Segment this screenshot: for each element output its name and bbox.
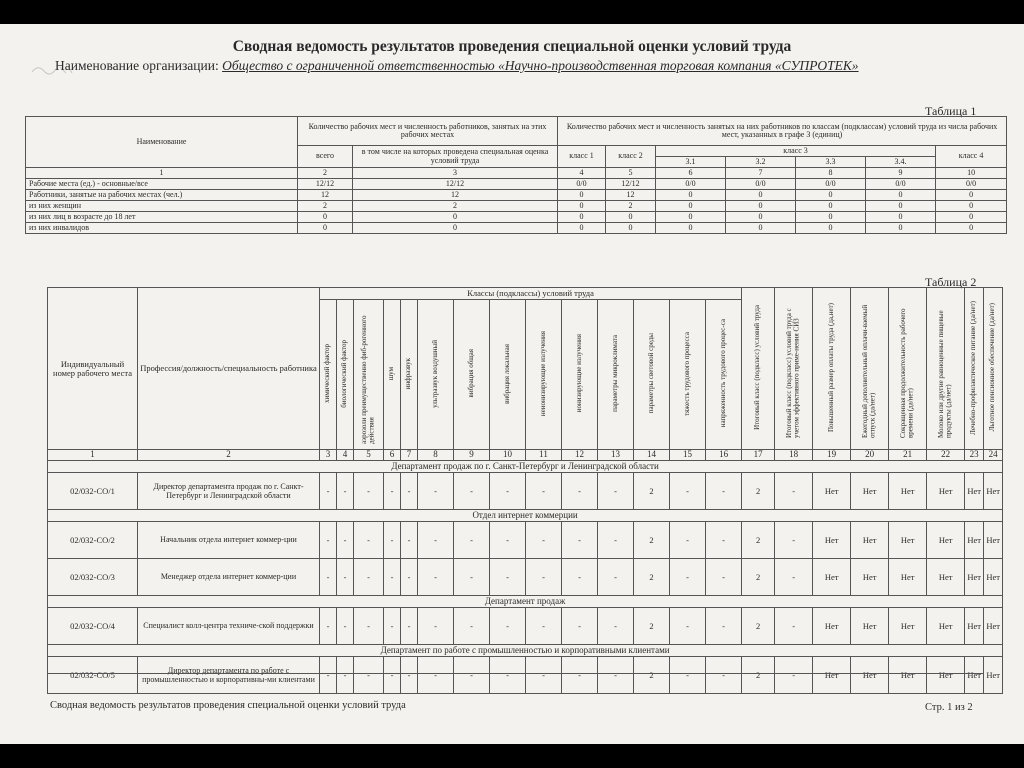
t1-header-total: всего [298, 146, 353, 168]
t1-cell: 0 [558, 201, 606, 212]
t2-factor-label: вибрация общая [466, 349, 475, 398]
table-cell: - [598, 473, 634, 510]
t1-cell: 0 [558, 190, 606, 201]
t1-cell: 12/12 [298, 179, 353, 190]
table-cell: Нет [889, 559, 927, 596]
profession: Специалист колл-центра техниче-ской поддержки [138, 608, 320, 645]
table-cell: Нет [984, 473, 1003, 510]
workplace-id: 02/032-СО/3 [48, 559, 138, 596]
t1-cell: 0 [866, 223, 936, 234]
table-row [48, 559, 1003, 596]
table-cell: - [454, 522, 490, 559]
table-row [26, 201, 1007, 212]
footer-rule [47, 673, 983, 674]
table-cell: - [490, 473, 526, 510]
section-row [48, 510, 1003, 522]
table-cell: - [706, 608, 742, 645]
table-cell: - [562, 522, 598, 559]
t1-col-num: 10 [936, 168, 1007, 179]
t1-row-label: Работники, занятые на рабочих местах (чел.) [26, 190, 298, 201]
t2-col-num: 7 [401, 450, 418, 461]
t2-factor-label: тяжесть трудового процесса [682, 331, 691, 416]
t1-cell: 0 [558, 212, 606, 223]
t1-col-num: 1 [26, 168, 298, 179]
table-cell: Нет [851, 657, 889, 694]
table-cell: - [670, 608, 706, 645]
t1-cell: 0 [656, 223, 726, 234]
table-cell: - [337, 473, 354, 510]
t2-col-num: 15 [670, 450, 706, 461]
t1-sub3-3: 3.4. [866, 157, 936, 168]
t2-col-num: 23 [965, 450, 984, 461]
table-cell: 2 [634, 657, 670, 694]
t1-cell: 0 [656, 212, 726, 223]
t1-header-classes: Количество рабочих мест и численность занятых на них работников по классам (подклассам) условий труда из числа рабочих мест, указанных в графе 3 (единиц) [558, 117, 1007, 146]
t2-col-num: 12 [562, 450, 598, 461]
table-cell: - [775, 522, 813, 559]
t2-extra-label: Итоговый класс (подкласс) условий труда с учетом эффективного приме-нения СИЗ [785, 307, 801, 438]
table-cell: - [706, 657, 742, 694]
table-cell: - [320, 608, 337, 645]
t2-factor-header [320, 300, 337, 450]
t2-header-classes: Классы (подклассы) условий труда [320, 288, 742, 300]
t1-col-num: 4 [558, 168, 606, 179]
table-cell: - [337, 608, 354, 645]
t2-factor-header [454, 300, 490, 450]
t2-col-num: 6 [384, 450, 401, 461]
workplace-id: 02/032-СО/5 [48, 657, 138, 694]
t1-cell: 0/0 [866, 179, 936, 190]
table-cell: - [354, 608, 384, 645]
table-cell: - [490, 522, 526, 559]
table-row [26, 179, 1007, 190]
table-cell: - [490, 657, 526, 694]
t1-col-num: 7 [726, 168, 796, 179]
t2-col-num: 3 [320, 450, 337, 461]
table-cell: - [320, 522, 337, 559]
table-cell: Нет [965, 522, 984, 559]
t1-cell: 2 [298, 201, 353, 212]
workplace-id: 02/032-СО/2 [48, 522, 138, 559]
t1-cell: 0 [796, 190, 866, 201]
t1-cell: 2 [606, 201, 656, 212]
t2-factor-label: ультразвук воздушный [430, 339, 439, 408]
t2-extra-header [889, 288, 927, 450]
t1-col-num: 8 [796, 168, 866, 179]
t1-sub3-0: 3.1 [656, 157, 726, 168]
t1-cell: 12 [606, 190, 656, 201]
t1-col-num: 5 [606, 168, 656, 179]
t1-header-class3: класс 3 [656, 146, 936, 157]
t1-sub3-2: 3.3 [796, 157, 866, 168]
table-cell: Нет [889, 522, 927, 559]
t2-factor-label: аэрозоли преимущественно фиб-рогенного действия [360, 315, 376, 444]
table-row [48, 608, 1003, 645]
table-cell: Нет [851, 473, 889, 510]
t2-col-num: 11 [526, 450, 562, 461]
t1-header-class2: класс 2 [606, 146, 656, 168]
table-cell: - [454, 657, 490, 694]
t2-factor-header [490, 300, 526, 450]
t2-factor-header [354, 300, 384, 450]
t2-factor-header [526, 300, 562, 450]
table-cell: - [401, 522, 418, 559]
t1-cell: 0 [726, 201, 796, 212]
t2-col-num: 2 [138, 450, 320, 461]
table-cell: - [598, 608, 634, 645]
t2-factor-header [337, 300, 354, 450]
t2-extra-header [851, 288, 889, 450]
t1-cell: 0 [866, 201, 936, 212]
workplace-id: 02/032-СО/4 [48, 608, 138, 645]
table-cell: Нет [927, 559, 965, 596]
table-cell: Нет [813, 522, 851, 559]
table-cell: Нет [927, 608, 965, 645]
table-cell: - [418, 559, 454, 596]
t2-col-num: 20 [851, 450, 889, 461]
table-cell: Нет [965, 559, 984, 596]
t2-col-num: 18 [775, 450, 813, 461]
table-cell: - [384, 473, 401, 510]
page-number: Стр. 1 из 2 [925, 702, 973, 713]
t2-factor-header [670, 300, 706, 450]
profession: Начальник отдела интернет коммер-ции [138, 522, 320, 559]
table-cell: Нет [813, 657, 851, 694]
t2-extra-label: Ежегодный дополнительный оплачи-ваемый отпуск (да/нет) [861, 304, 877, 438]
t2-extra-label: Сокращенная продолжительность рабочего времени (да/нет) [899, 308, 915, 438]
profession: Директор департамента по работе с промышленностью и корпоративны-ми клиентами [138, 657, 320, 694]
table-cell: - [670, 473, 706, 510]
table-cell: Нет [813, 559, 851, 596]
table-cell: Нет [889, 608, 927, 645]
t2-col-num: 13 [598, 450, 634, 461]
table-cell: - [670, 522, 706, 559]
table-cell: 2 [634, 522, 670, 559]
t1-cell: 12/12 [606, 179, 656, 190]
t2-factor-label: химический фактор [323, 344, 332, 403]
t1-col-num: 2 [298, 168, 353, 179]
table-cell: - [454, 473, 490, 510]
table-cell: - [490, 608, 526, 645]
t1-row-label: из них инвалидов [26, 223, 298, 234]
table-cell: - [706, 522, 742, 559]
t1-cell: 12/12 [353, 179, 558, 190]
table-cell: - [384, 657, 401, 694]
table-cell: - [354, 522, 384, 559]
t1-cell: 0 [726, 223, 796, 234]
table-cell: Нет [851, 608, 889, 645]
t1-row-label: из них женщин [26, 201, 298, 212]
t2-factor-label: ионизирующие излучения [574, 334, 583, 413]
table-cell: Нет [984, 657, 1003, 694]
table-cell: Нет [927, 657, 965, 694]
table-cell: Нет [813, 608, 851, 645]
t2-factor-label: неионизирующие излучения [538, 331, 547, 417]
table-cell: - [670, 657, 706, 694]
t1-cell: 0 [796, 212, 866, 223]
table-cell: Нет [984, 608, 1003, 645]
section-title: Департамент продаж по г. Санкт-Петербург и Ленинградской области [48, 461, 1003, 473]
summary-table-2 [47, 287, 1003, 694]
t2-col-num: 8 [418, 450, 454, 461]
table-cell: - [775, 559, 813, 596]
t2-extra-label: Лечебно-профилактическое питание (да/нет) [969, 300, 978, 435]
table-cell: - [598, 522, 634, 559]
t2-header-prof: Профессия/должность/специальность работника [138, 288, 320, 450]
t2-factor-header [706, 300, 742, 450]
table-cell: - [562, 608, 598, 645]
table-cell: - [354, 473, 384, 510]
t2-col-num: 4 [337, 450, 354, 461]
t2-factor-label: вибрация локальная [502, 343, 511, 404]
table-cell: 2 [742, 522, 775, 559]
section-title: Отдел интернет коммерции [48, 510, 1003, 522]
t1-cell: 0 [656, 201, 726, 212]
t2-factor-header [562, 300, 598, 450]
table-cell: Нет [927, 473, 965, 510]
t1-header-incl: в том числе на которых проведена специальная оценка условий труда [353, 146, 558, 168]
table-cell: - [418, 657, 454, 694]
organization-name: Общество с ограниченной ответственностью «Научно-производственная торговая компания «СУПРОТЕК» [222, 58, 859, 73]
table-cell: 2 [742, 608, 775, 645]
table-cell: 2 [742, 473, 775, 510]
table-cell: - [401, 559, 418, 596]
section-title: Департамент по работе с промышленностью и корпоративными клиентами [48, 645, 1003, 657]
t1-cell: 0 [726, 212, 796, 223]
t1-col-num: 6 [656, 168, 726, 179]
profession: Менеджер отдела интернет коммер-ции [138, 559, 320, 596]
table-cell: - [384, 608, 401, 645]
t2-col-num: 22 [927, 450, 965, 461]
t2-factor-header [418, 300, 454, 450]
table-cell: - [775, 473, 813, 510]
t2-extra-label: Повышенный размер оплаты труда (да,нет) [826, 303, 835, 433]
table-cell: - [384, 559, 401, 596]
table-cell: - [526, 657, 562, 694]
table-cell: - [562, 657, 598, 694]
t2-factor-header [634, 300, 670, 450]
t2-extra-label: Молоко или другие равноценные пищевые продукты (да/нет) [937, 309, 953, 438]
t2-factor-label: напряженность трудового процес-са [718, 319, 727, 428]
t1-cell: 0 [796, 201, 866, 212]
t1-cell: 0 [353, 223, 558, 234]
table-cell: - [354, 559, 384, 596]
table-cell: - [598, 657, 634, 694]
table-cell: Нет [965, 473, 984, 510]
table-cell: - [337, 657, 354, 694]
t1-cell: 0 [726, 190, 796, 201]
t2-extra-header [813, 288, 851, 450]
table-cell: - [384, 522, 401, 559]
table-cell: Нет [889, 473, 927, 510]
t1-cell: 0 [936, 223, 1007, 234]
table-row [26, 212, 1007, 223]
t1-cell: 0/0 [726, 179, 796, 190]
table-row [48, 522, 1003, 559]
t1-cell: 12 [353, 190, 558, 201]
t1-cell: 0/0 [936, 179, 1007, 190]
t1-cell: 0 [936, 190, 1007, 201]
t1-cell: 12 [298, 190, 353, 201]
t1-cell: 0 [936, 201, 1007, 212]
t1-cell: 0 [866, 212, 936, 223]
t2-factor-label: параметры микроклимата [610, 335, 619, 412]
table-cell: - [670, 559, 706, 596]
table-cell: - [526, 522, 562, 559]
t2-col-num: 1 [48, 450, 138, 461]
t2-col-num: 19 [813, 450, 851, 461]
t1-sub3-1: 3.2 [726, 157, 796, 168]
t1-cell: 0 [656, 190, 726, 201]
t1-col-num: 3 [353, 168, 558, 179]
t2-extra-label: Льготное пенсионное обеспечение (да/нет) [988, 303, 997, 432]
t2-col-num: 14 [634, 450, 670, 461]
section-row [48, 461, 1003, 473]
t2-col-num: 5 [354, 450, 384, 461]
table-cell: 2 [634, 608, 670, 645]
table-cell: - [354, 657, 384, 694]
t1-header-qty: Количество рабочих мест и численность работников, занятых на этих рабочих местах [298, 117, 558, 146]
table-cell: - [490, 559, 526, 596]
table-cell: - [562, 473, 598, 510]
table-cell: - [598, 559, 634, 596]
t2-factor-header [598, 300, 634, 450]
table-cell: Нет [965, 608, 984, 645]
table-cell: - [401, 473, 418, 510]
t1-cell: 0 [606, 212, 656, 223]
t2-factor-label: параметры световой среды [646, 333, 655, 414]
t1-col-num: 9 [866, 168, 936, 179]
t2-extra-label: Итоговый класс (подкласс) условий труда [753, 305, 762, 430]
table-cell: - [706, 559, 742, 596]
t1-cell: 0 [353, 212, 558, 223]
table-cell: - [706, 473, 742, 510]
t2-extra-header [742, 288, 775, 450]
table-cell: - [337, 559, 354, 596]
table-cell: Нет [851, 559, 889, 596]
t1-header-class1: класс 1 [558, 146, 606, 168]
section-row [48, 596, 1003, 608]
table-row [26, 223, 1007, 234]
table-cell: - [337, 522, 354, 559]
t2-extra-header [965, 288, 984, 450]
table-row [26, 190, 1007, 201]
t2-extra-header [984, 288, 1003, 450]
t2-col-num: 24 [984, 450, 1003, 461]
t1-cell: 0/0 [656, 179, 726, 190]
t2-extra-header [775, 288, 813, 450]
t2-col-num: 10 [490, 450, 526, 461]
table-cell: 2 [742, 559, 775, 596]
t1-cell: 0/0 [796, 179, 866, 190]
table-cell: Нет [851, 522, 889, 559]
t1-cell: 2 [353, 201, 558, 212]
t1-header-class4: класс 4 [936, 146, 1007, 168]
table-cell: - [401, 608, 418, 645]
table-cell: - [418, 608, 454, 645]
t1-cell: 0 [298, 212, 353, 223]
table-cell: - [562, 559, 598, 596]
table-row [48, 473, 1003, 510]
table1-label: Таблица 1 [925, 104, 977, 118]
section-title: Департамент продаж [48, 596, 1003, 608]
table2-label: Таблица 2 [925, 275, 977, 289]
table-cell: - [418, 522, 454, 559]
table-cell: - [320, 657, 337, 694]
table-cell: Нет [984, 522, 1003, 559]
table-cell: 2 [634, 473, 670, 510]
table-cell: - [526, 608, 562, 645]
t1-row-label: из них лиц в возрасте до 18 лет [26, 212, 298, 223]
footer-text: Сводная ведомость результатов проведения специальной оценки условий труда [50, 700, 406, 711]
t2-col-num: 9 [454, 450, 490, 461]
t2-col-num: 16 [706, 450, 742, 461]
t1-header-name: Наименование [26, 117, 298, 168]
table-cell: Нет [984, 559, 1003, 596]
t1-cell: 0 [866, 190, 936, 201]
workplace-id: 02/032-СО/1 [48, 473, 138, 510]
t1-cell: 0 [796, 223, 866, 234]
t1-cell: 0 [558, 223, 606, 234]
t2-header-id: Индивидуальный номер рабочего места [48, 288, 138, 450]
t1-cell: 0 [298, 223, 353, 234]
organization-label: Наименование организации: [55, 58, 219, 73]
section-row [48, 645, 1003, 657]
table-cell: - [320, 559, 337, 596]
table-cell: - [526, 559, 562, 596]
table-cell: Нет [927, 522, 965, 559]
t1-cell: 0 [936, 212, 1007, 223]
table-cell: Нет [889, 657, 927, 694]
table-cell: - [454, 608, 490, 645]
t2-factor-header [401, 300, 418, 450]
table-cell: - [526, 473, 562, 510]
table-cell: Нет [965, 657, 984, 694]
table-row [48, 657, 1003, 694]
t2-factor-label: шум [387, 366, 396, 381]
t1-cell: 0/0 [558, 179, 606, 190]
summary-table-1 [25, 116, 1007, 234]
t2-factor-label: биологический фактор [340, 339, 349, 408]
profession: Директор департамента продаж по г. Санкт- Петербург и Ленинградской области [138, 473, 320, 510]
table-cell: 2 [742, 657, 775, 694]
t1-cell: 0 [606, 223, 656, 234]
table-cell: - [454, 559, 490, 596]
table-cell: - [401, 657, 418, 694]
t2-factor-label: инфразвук [404, 357, 413, 390]
organization-line [55, 58, 859, 74]
document-title: Сводная ведомость результатов проведения специальной оценки условий труда [232, 38, 792, 55]
table-cell: Нет [813, 473, 851, 510]
table-cell: - [775, 608, 813, 645]
table-cell: - [775, 657, 813, 694]
t2-extra-header [927, 288, 965, 450]
t2-factor-header [384, 300, 401, 450]
table-cell: - [320, 473, 337, 510]
t1-row-label: Рабочие места (ед.) - основные/все [26, 179, 298, 190]
t2-col-num: 17 [742, 450, 775, 461]
table-cell: - [418, 473, 454, 510]
table-cell: 2 [634, 559, 670, 596]
t2-col-num: 21 [889, 450, 927, 461]
